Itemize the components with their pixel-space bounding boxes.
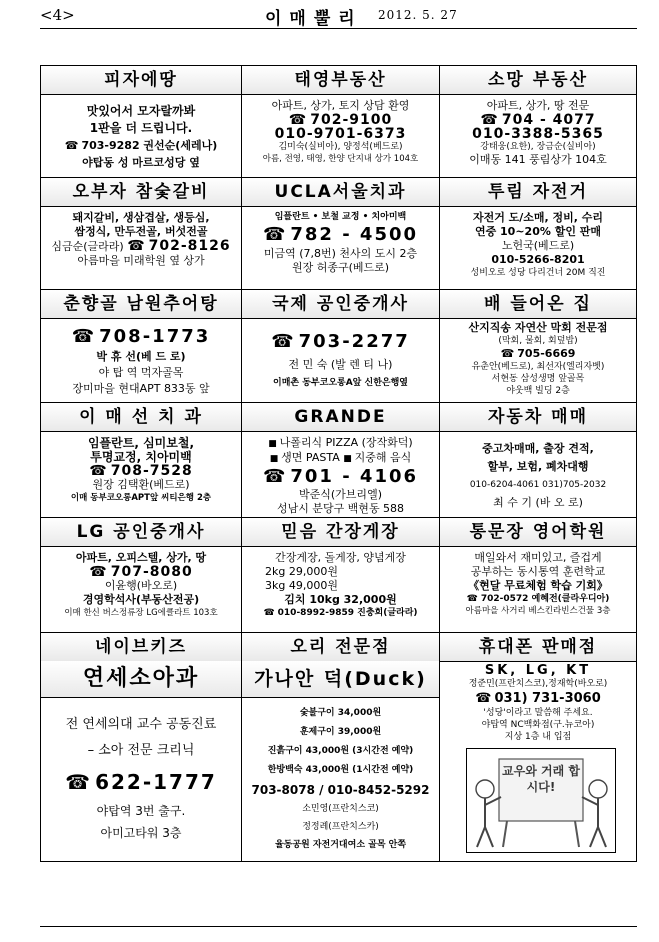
phone: ☎ 702-9100: [245, 113, 436, 127]
phone: ☎ 708-7528: [44, 464, 238, 478]
ad-title: 태영부동산: [242, 66, 439, 95]
ad-tongmunjang-english: 통문장 영어학원 매일와서 재미있고, 즐겁게 공부하는 동시통역 훈련학교 《현달 무료체험 학습 기회》 ☎ 702-0572 예혜전(클라우디아) 아름마을 사거리 베스킨라빈스건물 3층: [440, 518, 636, 633]
phone: 010-9701-6373: [274, 127, 407, 141]
ad-title: GRANDE: [242, 403, 439, 432]
newsletter-title: 이매뿔리: [265, 9, 363, 29]
ad-title: UCLA서울치과: [242, 178, 439, 207]
footer-rule: [40, 926, 637, 927]
ad-ucla-dental: UCLA서울치과 임플란트 • 보철 교정 • 치아미백 ☎ 782 - 4500 미금역 (7,8번) 천사의 도시 2층 원장 허종구(베드로): [242, 178, 440, 290]
header-rule: [40, 28, 637, 29]
ad-yonsei-pediatrics: 네이브키즈 연세소아과 전 연세의대 교수 공동진료 – 소아 전문 크리닉 ☎ 622-1777 야탑역 3번 출구. 아미고타워 3층: [41, 633, 242, 861]
phone: ☎ 702-8126: [127, 239, 230, 254]
ad-title: 피자에땅: [41, 66, 241, 95]
issue-date: 2012. 5. 27: [378, 8, 458, 22]
promo-illustration: [466, 748, 616, 853]
ad-title: 자동차 매매: [440, 403, 636, 432]
ad-gukje-realty: 국제 공인중개사 ☎ 703-2277 전 민 숙 (발 렌 티 나) 이매촌 동부코오롱A앞 신한은행옆: [242, 290, 440, 403]
phone: ☎ 703-2277: [245, 329, 436, 355]
ad-title: 투림 자전거: [440, 178, 636, 207]
phone: ☎ 010-8992-9859 진충희(글라라): [245, 607, 436, 619]
ad-title: 휴대폰 판매점: [440, 633, 636, 662]
phone: ☎ 708-1773: [44, 325, 238, 349]
ad-grid: [40, 65, 637, 862]
phone: 703-8078 / 010-8452-5292: [251, 783, 430, 797]
ad-canaan-duck: 오리 전문점 가나안 덕(Duck) 숯불구이 34,000원 훈제구이 39,000원 진흙구이 43,000원 (3시간전 예약) 한방백숙 43,000원 (1시간전 예약) 703-8078 / 010-8452-5292 소민영(프란치스코) 정정례(프란치스카) 율동공원 자전거대여소 골목 안쪽: [242, 633, 440, 861]
promo-sign-text: 교우와 거래 합시다!: [502, 764, 580, 794]
phone: ☎ 707-8080: [44, 565, 238, 579]
ad-imaeseon-dental: 이 매 선 치 과 임플란트, 심미보철, 투명교정, 치아미백 ☎ 708-7528 원장 김택환(베드로) 이매 동부코오롱APT앞 씨티은행 2층: [41, 403, 242, 518]
ad-chunhyang-chueotang: 춘향골 남원추어탕 ☎ 708-1773 박 휴 선(베 드 로) 야 탑 역 먹자골목 장미마을 현대APT 833동 앞: [41, 290, 242, 403]
ad-cellphone-store: 휴대폰 판매점 SK, LG, KT 정준민(프란치스코),정재학(바오로) ☎ 031) 731-3060 '성당'이라고 말씀해 주세요. 야탑역 NC백화점(구.뉴코아) 지상 1층 내 입점 교우와 거래 합시다!: [440, 633, 636, 861]
ad-title: 오부자 참숯갈비: [41, 178, 241, 207]
ad-title: 이 매 선 치 과: [41, 403, 241, 432]
ad-obuja-galbi: 오부자 참숯갈비 돼지갈비, 생삼겹살, 생등심, 쌈정식, 만두전골, 버섯전골 심금순(글라라) ☎ 702-8126 아름마을 미래학원 옆 상가: [41, 178, 242, 290]
ad-title: LG 공인중개사: [41, 518, 241, 547]
ad-somang-realty: 소망 부동산 아파트, 상가, 땅 전문 ☎ 704 - 4077 010-3388-5365 강태웅(요한), 장금순(실비아) 이매동 141 풍림상가 104호: [440, 66, 636, 178]
ad-title: 오리 전문점: [242, 633, 439, 661]
phone: ☎ 702-0572 예혜전(클라우디아): [443, 593, 633, 605]
ad-subtitle: 가나안 덕(Duck): [242, 661, 439, 698]
ad-bae-deuleoon-jip: 배 들어온 집 산지직송 자연산 막회 전문점 (막회, 물회, 회덮밥) ☎ 705-6669 유춘안(베드로), 최선자(엘리자벳) 서현동 삼성생명 앞골목 야웃백 빌딩 2층: [440, 290, 636, 403]
ad-subtitle: 연세소아과: [41, 661, 241, 698]
ad-title: 소망 부동산: [440, 66, 636, 95]
ad-title: 통문장 영어학원: [440, 518, 636, 547]
page-header: [40, 4, 637, 28]
phone: ☎ 703-9282 권선순(세레나): [44, 137, 238, 154]
phone: ☎ 701 - 4106: [245, 466, 436, 488]
phone: 010-3388-5365: [472, 127, 604, 141]
phone: 010-6204-4061 031)705-2032: [469, 480, 607, 490]
ad-turim-bicycle: 투림 자전거 자전거 도/소매, 정비, 수리 연중 10~20% 할인 판매 노헌국(베드로) 010-5266-8201 성비오로 성당 다리건너 20M 직진: [440, 178, 636, 290]
ad-lg-realty: LG 공인중개사 아파트, 오피스텔, 상가, 땅 ☎ 707-8080 이윤행(바오로) 경영학석사(부동산전공) 이매 한신 버스정류장 LG에클라트 103호: [41, 518, 242, 633]
page-number: <4>: [40, 6, 75, 24]
ad-mideum-ganjang-gejang: 믿음 간장게장 간장게장, 돌게장, 양념게장 2kg 29,000원 3kg 49,000원 김치 10kg 32,000원 ☎ 010-8992-9859 진충희(글라라): [242, 518, 440, 633]
ad-pizza-etang: 피자에땅 맛있어서 모자랄까봐 1판을 더 드립니다. ☎ 703-9282 권선순(세레나) 야탑동 성 마르코성당 옆: [41, 66, 242, 178]
ad-grande: GRANDE ■ 나폴리식 PIZZA (장작화덕) ■ 생면 PASTA ■ 지중해 음식 ☎ 701 - 4106 박준식(가브리엘) 성남시 분당구 백현동 588: [242, 403, 440, 518]
phone: ☎ 031) 731-3060: [443, 690, 633, 707]
phone: ☎ 704 - 4077: [443, 113, 633, 127]
ad-title: 네이브키즈: [41, 633, 241, 661]
ad-used-car-dealer: 자동차 매매 중고차매매, 출장 견적, 할부, 보험, 폐차대행 010-6204-4061 031)705-2032 최 수 기 (바 오 로): [440, 403, 636, 518]
phone: ☎ 622-1777: [44, 764, 238, 800]
ad-title: 배 들어온 집: [440, 290, 636, 319]
phone: 010-5266-8201: [491, 253, 585, 266]
ad-taeyoung-realty: 태영부동산 아파트, 상가, 토지 상담 환영 ☎ 702-9100 010-9701-6373 김미숙(실비아), 양정석(베드로) 아름, 전영, 태영, 한양 단지내 상가 104호: [242, 66, 440, 178]
phone: ☎ 705-6669: [443, 347, 633, 361]
ad-title: 국제 공인중개사: [242, 290, 439, 319]
ad-title: 믿음 간장게장: [242, 518, 439, 547]
ad-title: 춘향골 남원추어탕: [41, 290, 241, 319]
phone: ☎ 782 - 4500: [245, 223, 436, 247]
